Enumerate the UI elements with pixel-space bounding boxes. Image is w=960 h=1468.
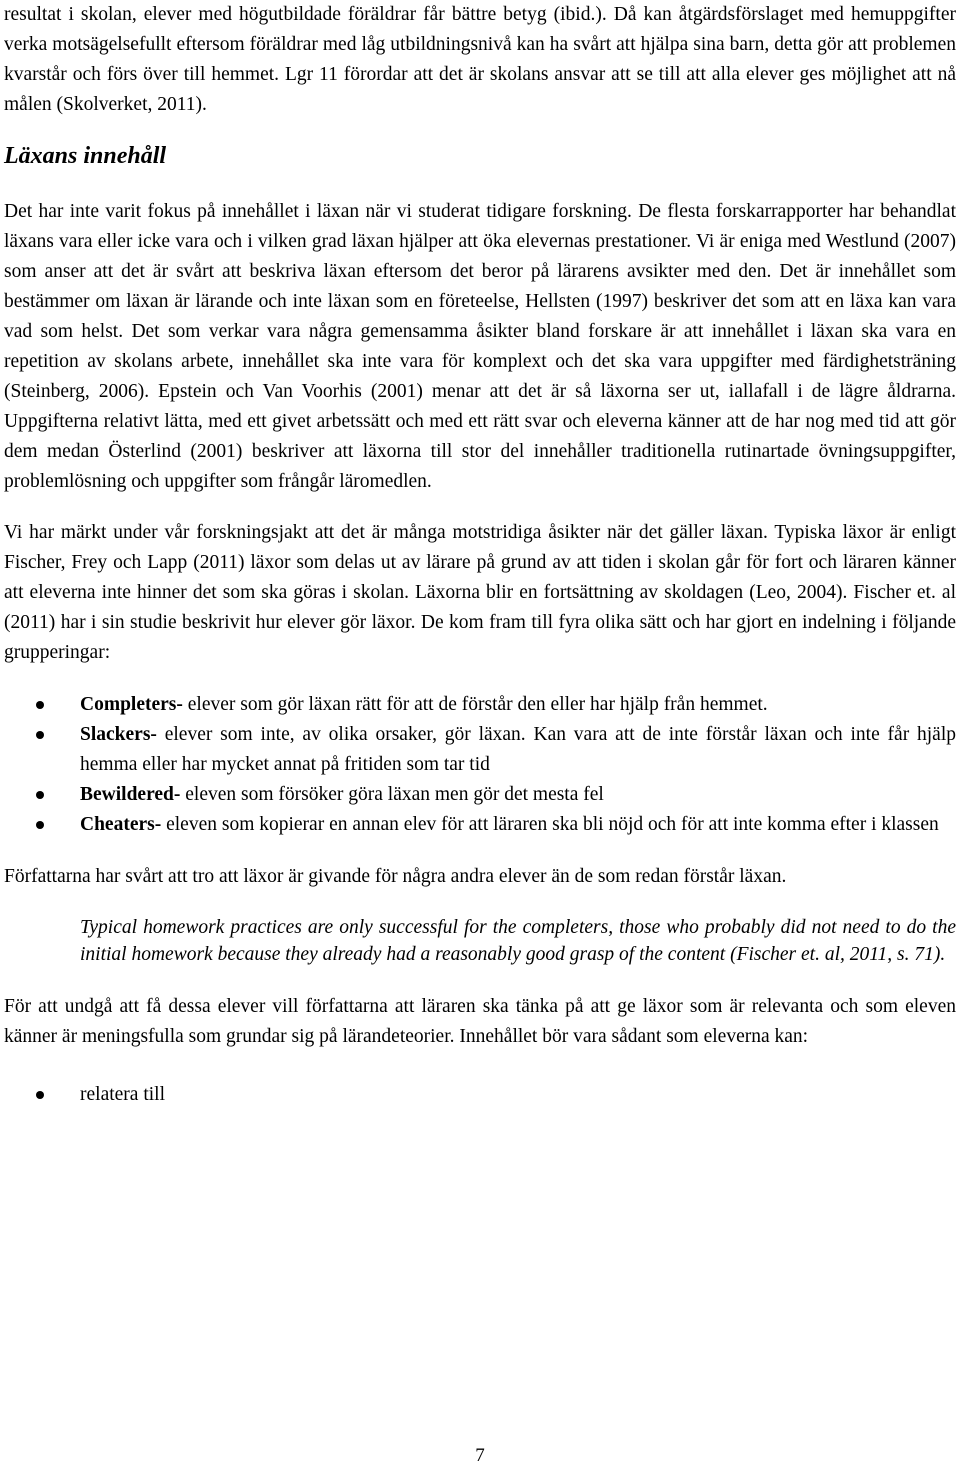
list-item xyxy=(4,720,956,780)
group-term: Slackers- xyxy=(80,724,157,745)
paragraph-conclusion: För att undgå att få dessa elever vill författarna att läraren ska tänka på att ge läxor som är relevanta och som eleven känner är meningsfulla som grundar sig på lärandeteorier. Innehållet bör vara sådant som eleverna kan: xyxy=(4,996,956,1047)
section-heading: Läxans innehåll xyxy=(4,143,167,169)
content-list xyxy=(4,1080,956,1110)
list-item-text: relatera till xyxy=(80,1084,165,1105)
bullet-icon xyxy=(36,731,44,739)
group-description: eleven som kopierar en annan elev för att läraren ska bli nöjd och för att inte komma efter i klassen xyxy=(161,814,939,835)
group-term: Completers- xyxy=(80,694,183,715)
group-description: elever som inte, av olika orsaker, gör läxan. Kan vara att de inte förstår läxan och inte får hjälp hemma eller har mycket annat på fritiden som tar tid xyxy=(80,724,956,775)
list-item xyxy=(4,780,956,810)
group-term: Cheaters- xyxy=(80,814,162,835)
group-list xyxy=(4,690,956,840)
bullet-icon xyxy=(36,821,44,829)
block-quote: Typical homework practices are only successful for the completers, those who probably did not need to do the initial homework because they already had a reasonably good grasp of the content (Fischer et. al, 2011, s. 71). xyxy=(80,917,956,965)
paragraph-research: Vi har märkt under vår forskningsjakt att det är många motstridiga åsikter när det gäller läxan. Typiska läxor är enligt Fischer, Frey och Lapp (2011) läxor som delas ut av lärare på grund av att tiden i skolan går för fort och läraren känner att eleverna inte hinner det som ska göras i skolan. Läxorna blir en fortsättning av skoldagen (Leo, 2004). Fischer et. al (2011) har i sin studie beskrivit hur elever gör läxor. De kom fram till fyra olika sätt och har gjort en indelning i följande grupperingar: xyxy=(4,522,956,663)
bullet-icon xyxy=(36,1091,44,1099)
paragraph-content: Det har inte varit fokus på innehållet i läxan när vi studerat tidigare forskning. De flesta forskarrapporter har behandlat läxans vara eller icke vara och i vilken grad läxan hjälper att öka elevernas prestationer. Vi är eniga med Westlund (2007) som anser att det är svårt att beskriva läxan eftersom det beror på lärarens avsikter med den. Det är innehållet som bestämmer om läxan är lärande och inte läxan som en företeelse, Hellsten (1997) beskriver det som att en läxa kan vara vad som helst. Det som verkar vara några gemensamma åsikter bland forskare är att innehållet i läxan ska vara en repetition av skolans arbete, innehållet ska inte vara för komplext och det ska vara uppgifter med färdighetsträning (Steinberg, 2006). Epstein och Van Voorhis (2001) menar att det är så läxorna ser ut, iallafall i de lägre åldrarna. Uppgifterna relativt lätta, med ett givet arbetssätt och med ett rätt svar och eleverna känner att de har nog med tid att gör dem medan Österlind (2001) beskriver att läxorna till stor del innehåller traditionella rutinartade övningsuppgifter, problemlösning och uppgifter som frångår läromedlen. xyxy=(4,201,956,492)
group-description: elever som gör läxan rätt för att de förstår den eller har hjälp från hemmet. xyxy=(182,694,768,715)
document-page xyxy=(4,0,956,1110)
paragraph-intro: resultat i skolan, elever med högutbildade föräldrar får bättre betyg (ibid.). Då kan åtgärdsförslaget med hemuppgifter verka motsägelsefullt eftersom föräldrar med låg utbildningsnivå kan ha svårt att hjälpa sina barn, detta gör att problemen kvarstår och förs över till hemmet. Lgr 11 förordar att det är skolans ansvar att se till att alla elever ges möjlighet att nå målen (Skolverket, 2011). xyxy=(4,4,956,115)
paragraph-authors: Författarna har svårt att tro att läxor är givande för några andra elever än de som redan förstår läxan. xyxy=(4,866,787,887)
group-term: Bewildered- xyxy=(80,784,181,805)
group-description: eleven som försöker göra läxan men gör det mesta fel xyxy=(180,784,604,805)
bullet-icon xyxy=(36,791,44,799)
list-item xyxy=(4,810,956,840)
page-number: 7 xyxy=(475,1445,485,1466)
list-item xyxy=(4,1080,956,1110)
list-item xyxy=(4,690,956,720)
bullet-icon xyxy=(36,701,44,709)
